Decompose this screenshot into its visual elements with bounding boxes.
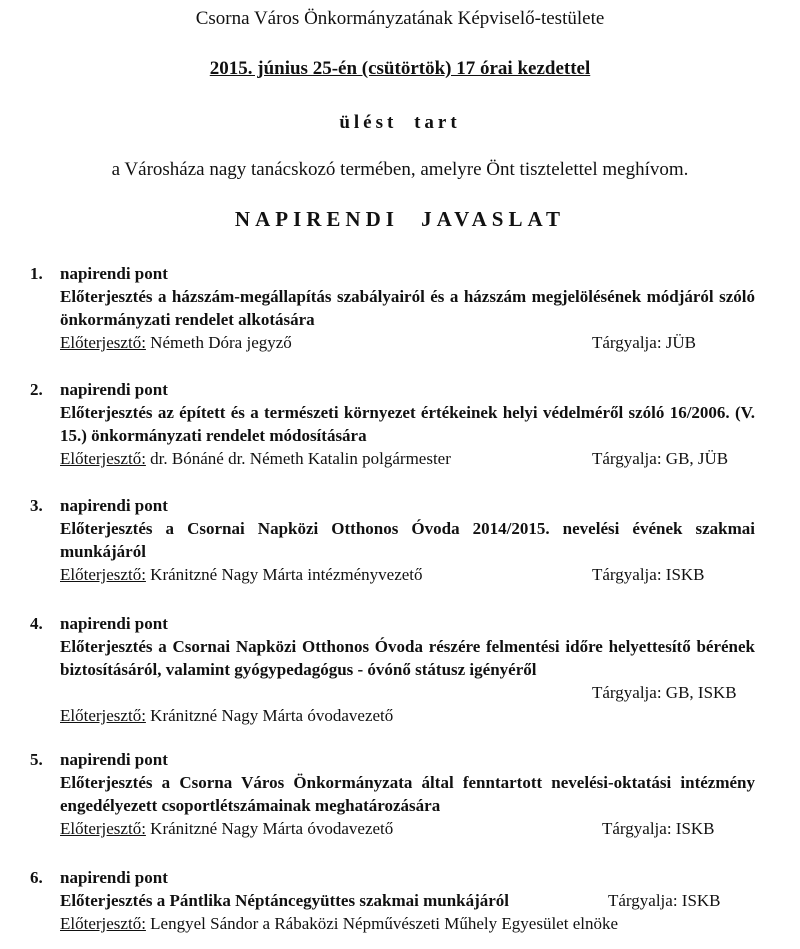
item-number: 5.: [30, 750, 43, 769]
item-presenter: [60, 704, 393, 727]
item-presenter: [60, 331, 292, 354]
presenter-label: Előterjesztő:: [60, 565, 146, 584]
presenter-name: dr. Bónáné dr. Németh Katalin polgármester: [150, 449, 451, 468]
meeting-date: 2015. június 25-én (csütörtök) 17 órai kezdettel: [209, 58, 591, 79]
item-heading: napirendi pont: [60, 868, 168, 887]
council-name: Csorna Város Önkormányzatának Képviselő-testülete: [195, 8, 605, 29]
item-number: 1.: [30, 264, 43, 283]
item-heading: napirendi pont: [60, 750, 168, 769]
item-heading: napirendi pont: [60, 264, 168, 283]
presenter-label: Előterjesztő:: [60, 333, 146, 352]
invitation-text: a Városháza nagy tanácskozó termében, amelyre Önt tisztelettel meghívom.: [111, 159, 689, 180]
item-presenter: [60, 447, 451, 470]
item-number: 2.: [30, 380, 43, 399]
item-committee: Tárgyalja: ISKB: [608, 891, 721, 910]
item-presenter: [60, 912, 618, 935]
item-presenter: [60, 817, 393, 840]
item-heading: napirendi pont: [60, 614, 168, 633]
item-title: Előterjesztés a házszám-megállapítás szabályairól és a házszám megjelölésének módjáról szóló önkormányzati rendelet alkotására: [60, 287, 755, 329]
item-committee: Tárgyalja: ISKB: [602, 819, 715, 838]
item-committee: Tárgyalja: ISKB: [592, 565, 705, 584]
item-title: Előterjesztés a Csornai Napközi Otthonos Óvoda részére felmentési időre helyettesítő bérének biztosításáról, valamint gyógypedagógus - óvónő státusz igényéről: [60, 637, 755, 679]
item-committee: Tárgyalja: JÜB: [592, 333, 697, 352]
item-title: Előterjesztés a Csornai Napközi Otthonos Óvoda 2014/2015. nevelési évének szakmai munkájáról: [60, 519, 755, 561]
presenter-label: Előterjesztő:: [60, 449, 146, 468]
item-heading: napirendi pont: [60, 496, 168, 515]
presenter-name: Lengyel Sándor a Rábaközi Népművészeti Műhely Egyesület elnöke: [150, 914, 619, 933]
meeting-notice: ülést tart: [339, 112, 461, 133]
presenter-label: Előterjesztő:: [60, 706, 146, 725]
presenter-name: Kránitzné Nagy Márta intézményvezető: [150, 565, 423, 584]
presenter-name: Németh Dóra jegyző: [150, 333, 292, 352]
item-title: Előterjesztés a Pántlika Néptáncegyüttes szakmai munkájáról: [60, 891, 510, 910]
item-title: Előterjesztés az épített és a természeti környezet értékeinek helyi védelméről szóló 16/2006. (V. 15.) önkormányzati rendelet módosítására: [60, 403, 755, 445]
item-number: 6.: [30, 868, 43, 887]
item-number: 3.: [30, 496, 43, 515]
presenter-name: Kránitzné Nagy Márta óvodavezető: [150, 706, 394, 725]
item-number: 4.: [30, 614, 43, 633]
item-heading: napirendi pont: [60, 380, 168, 399]
presenter-label: Előterjesztő:: [60, 914, 146, 933]
presenter-label: Előterjesztő:: [60, 819, 146, 838]
item-title: Előterjesztés a Csorna Város Önkormányzata által fenntartott nevelési-oktatási intézmény engedélyezett csoportlétszámainak meghatározására: [60, 773, 755, 815]
agenda-title: NAPIRENDI JAVASLAT: [234, 207, 566, 231]
item-committee: Tárgyalja: GB, ISKB: [592, 683, 737, 702]
item-committee: Tárgyalja: GB, JÜB: [592, 449, 729, 468]
presenter-name: Kránitzné Nagy Márta óvodavezető: [150, 819, 394, 838]
item-presenter: [60, 563, 423, 586]
